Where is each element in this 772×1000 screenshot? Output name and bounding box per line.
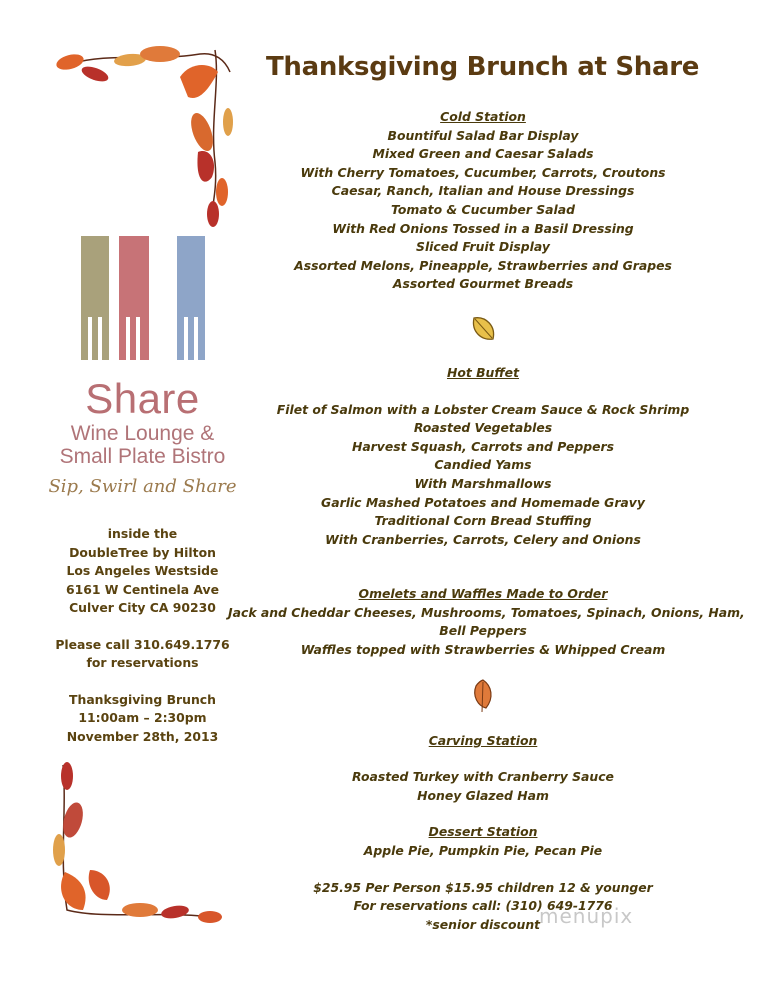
brand-name: Share [85,375,200,422]
menu-item: Bountiful Salad Bar Display [387,127,579,143]
venue-info [30,525,255,746]
carving-heading: Carving Station [428,732,538,748]
omelets-heading: Omelets and Waffles Made to Order [358,586,608,602]
event-line: 11:00am – 2:30pm [78,710,207,725]
menu-item: Candied Yams [434,457,532,473]
yellow-leaf-icon [468,314,498,344]
menu-item: With Cranberries, Carrots, Celery and Onions [325,531,641,547]
brand-block [30,376,255,497]
menu-item: Caesar, Ranch, Italian and House Dressings [331,183,635,199]
menu-item: Roasted Vegetables [413,420,553,436]
menu-item: Roasted Turkey with Cranberry Sauce [352,769,614,785]
autumn-leaves-top-corner-icon [50,42,240,227]
watermark: menupix [539,904,634,928]
menu-item: Traditional Corn Bread Stuffing [374,513,592,529]
hot-buffet-heading: Hot Buffet [446,364,520,380]
cold-station-heading: Cold Station [440,109,526,124]
menu-content [228,108,745,934]
event-line: November 28th, 2013 [66,728,219,744]
autumn-leaves-bottom-corner-icon [45,760,230,930]
venue-line: DoubleTree by Hilton [69,544,216,560]
menu-item: Assorted Melons, Pineapple, Strawberries and Grapes [294,257,672,273]
menu-item: Assorted Gourmet Breads [392,276,574,292]
page-title: Thanksgiving Brunch at Share [265,52,700,82]
venue-line: Culver City CA 90230 [69,600,216,615]
brand-line-1: Wine Lounge & [70,422,215,445]
menu-item: Bell Peppers [439,623,527,639]
menu-item: With Red Onions Tossed in a Basil Dressing [332,220,634,236]
menu-item: Tomato & Cucumber Salad [391,201,575,217]
wine-glass-fork-logo-icon [52,232,212,364]
dessert-heading: Dessert Station [428,824,538,840]
orange-leaf-icon [470,678,496,714]
menu-item: Harvest Squash, Carrots and Peppers [351,438,615,454]
menu-item: Garlic Mashed Potatoes and Homemade Gravy [321,494,645,510]
price-line: $25.95 Per Person $15.95 children 12 & younger [313,879,653,895]
reservation-line: For reservations call: (310) 649-1776 [353,898,613,914]
menu-item: Filet of Salmon with a Lobster Cream Sauce & Rock Shrimp [276,401,690,417]
menu-item: Sliced Fruit Display [416,239,550,255]
menu-item: Mixed Green and Caesar Salads [372,146,594,162]
menu-item: Jack and Cheddar Cheeses, Mushrooms, Tomatoes, Spinach, Onions, Ham, [228,604,745,620]
menu-item: With Marshmallows [414,475,552,491]
call-line: Please call 310.649.1776 [55,636,230,652]
menu-item: Apple Pie, Pumpkin Pie, Pecan Pie [363,843,603,859]
menu-item: With Cherry Tomatoes, Cucumber, Carrots, Croutons [300,164,666,180]
event-line: Thanksgiving Brunch [69,691,216,707]
venue-line: Los Angeles Westside [66,563,219,578]
brand-tagline: Sip, Swirl and Share [48,476,237,497]
share-logo [52,232,240,368]
menu-item: Honey Glazed Ham [417,787,549,803]
senior-discount-line: *senior discount [425,916,541,932]
menu-item: Waffles topped with Strawberries & Whipped Cream [300,642,666,658]
venue-line: inside the [107,526,178,541]
brand-line-2: Small Plate Bistro [59,445,226,468]
venue-line: 6161 W Centinela Ave [65,581,220,597]
call-line: for reservations [86,655,199,670]
